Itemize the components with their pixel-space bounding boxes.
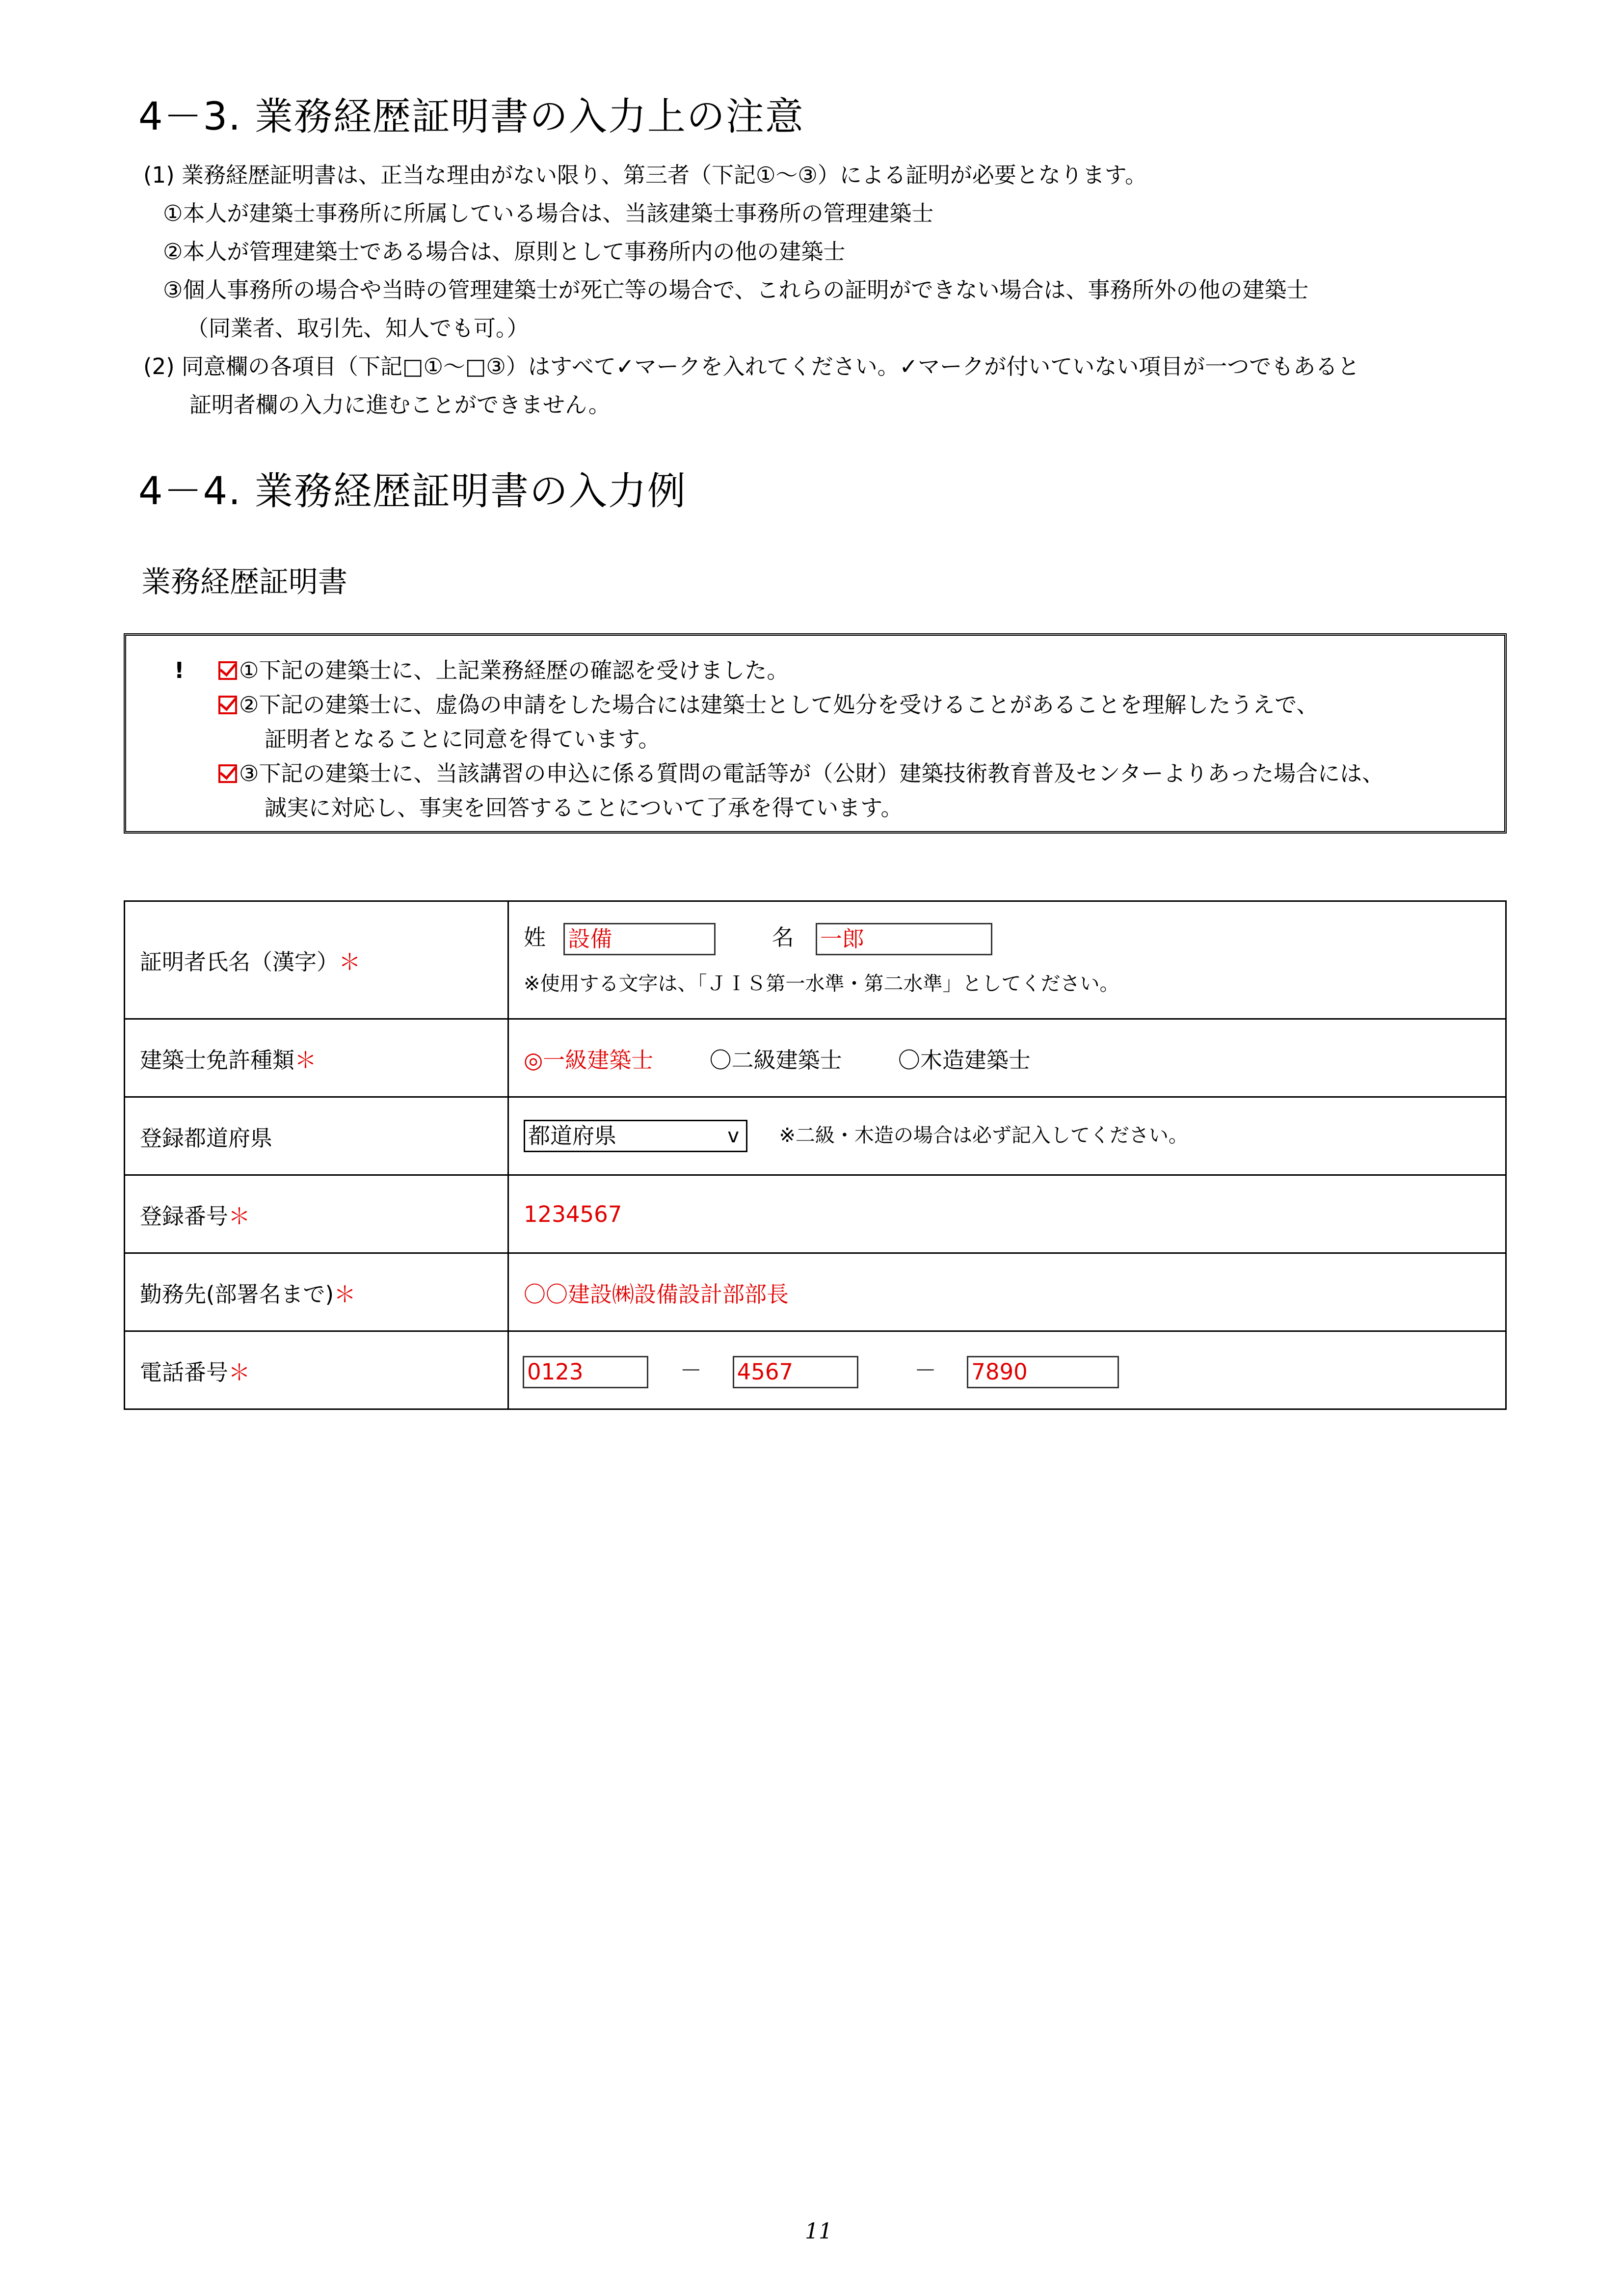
required-mark: ＊ bbox=[339, 949, 361, 975]
prefecture-input-cell bbox=[508, 1097, 1506, 1175]
checkbox-checked-icon[interactable] bbox=[218, 764, 237, 783]
prefecture-label: 登録都道府県 bbox=[140, 1125, 273, 1151]
license-label-cell bbox=[125, 1019, 508, 1097]
note-item-1: ①本人が建築士事務所に所属している場合は、当該建築士事務所の管理建築士 bbox=[163, 200, 934, 226]
reg-number-label: 登録番号 bbox=[140, 1203, 229, 1229]
phone-label-cell bbox=[125, 1331, 508, 1409]
certifier-form-table bbox=[124, 900, 1507, 1410]
page-number: 11 bbox=[805, 2219, 832, 2244]
prefecture-select-value: 都道府県 bbox=[528, 1123, 617, 1149]
phone-input-cell bbox=[508, 1331, 1506, 1409]
consent-item-2-text: ②下記の建築士に、虚偽の申請をした場合には建築士として処分を受けることがあることを理解したうえで、 bbox=[239, 692, 1319, 718]
workplace-cell bbox=[508, 1253, 1506, 1331]
dropdown-arrow-icon[interactable]: v bbox=[727, 1125, 739, 1147]
phone-part3-input[interactable]: 7890 bbox=[967, 1356, 1119, 1388]
consent-item-3-text: ③下記の建築士に、当該講習の申込に係る質問の電話等が（公財）建築技術教育普及センターよりあった場合には、 bbox=[239, 760, 1384, 786]
phone-part2-input[interactable]: 4567 bbox=[733, 1356, 858, 1388]
mei-input[interactable]: 一郎 bbox=[816, 923, 992, 955]
note-paragraph-2: (2) 同意欄の各項目（下記□①～□③）はすべて✓マークを入れてください。✓マークが付いていない項目が一つでもあると bbox=[143, 353, 1360, 379]
consent-item-1-text: ①下記の建築士に、上記業務経歴の確認を受けました。 bbox=[239, 657, 789, 683]
required-mark: ＊ bbox=[294, 1047, 317, 1073]
phone-part1-input[interactable]: 0123 bbox=[523, 1356, 648, 1388]
consent-item-1[interactable] bbox=[218, 653, 789, 688]
form-title: 業務経歴証明書 bbox=[141, 565, 347, 599]
consent-alert-mark: ! bbox=[174, 657, 185, 683]
checkbox-checked-icon[interactable] bbox=[218, 696, 237, 714]
license-row bbox=[125, 1019, 1506, 1097]
reg-number-label-cell bbox=[125, 1175, 508, 1253]
radio-second-class[interactable]: 〇二級建築士 bbox=[709, 1047, 842, 1073]
workplace-label: 勤務先(部署名まで) bbox=[140, 1281, 334, 1307]
prefecture-label-cell bbox=[125, 1097, 508, 1175]
consent-item-3-cont: 誠実に対応し、事実を回答することについて了承を得ています。 bbox=[265, 795, 903, 821]
sei-input[interactable]: 設備 bbox=[563, 923, 716, 955]
consent-item-2-cont: 証明者となることに同意を得ています。 bbox=[265, 726, 661, 752]
required-mark: ＊ bbox=[228, 1359, 251, 1385]
prefecture-note: ※二級・木造の場合は必ず記入してください。 bbox=[779, 1124, 1188, 1147]
note-item-3-cont: （同業者、取引先、知人でも可。） bbox=[186, 315, 529, 341]
reg-number-input[interactable]: 1234567 bbox=[524, 1201, 622, 1227]
section-4-3-title: 4－3. 業務経歴証明書の入力上の注意 bbox=[138, 95, 804, 139]
note-item-3: ③個人事務所の場合や当時の管理建築士が死亡等の場合で、これらの証明ができない場合は、事務所外の他の建築士 bbox=[163, 277, 1309, 303]
mei-label: 名 bbox=[772, 924, 794, 950]
prefecture-row bbox=[125, 1097, 1506, 1175]
workplace-label-cell bbox=[125, 1253, 508, 1331]
phone-row bbox=[125, 1331, 1506, 1409]
radio-wooden[interactable]: 〇木造建築士 bbox=[898, 1047, 1031, 1073]
phone-separator: － bbox=[914, 1357, 936, 1383]
consent-item-2[interactable] bbox=[218, 688, 1318, 722]
phone-label: 電話番号 bbox=[140, 1359, 229, 1385]
section-4-4-title: 4－4. 業務経歴証明書の入力例 bbox=[138, 469, 687, 513]
sei-label: 姓 bbox=[524, 924, 546, 950]
license-label: 建築士免許種類 bbox=[140, 1047, 295, 1073]
note-paragraph-1: (1) 業務経歴証明書は、正当な理由がない限り、第三者（下記①～③）による証明が必要となります。 bbox=[143, 162, 1147, 188]
name-note: ※使用する文字は、「ＪＩＳ第一水準・第二水準」としてください。 bbox=[524, 972, 1119, 995]
name-label-cell bbox=[125, 901, 508, 1019]
checkbox-checked-icon[interactable] bbox=[218, 661, 237, 680]
reg-number-row bbox=[125, 1175, 1506, 1253]
workplace-input[interactable]: 〇〇建設㈱設備設計部部長 bbox=[524, 1281, 789, 1307]
consent-item-3[interactable] bbox=[218, 756, 1384, 791]
reg-number-cell bbox=[508, 1175, 1506, 1253]
prefecture-select[interactable] bbox=[524, 1120, 747, 1152]
phone-separator: － bbox=[680, 1357, 702, 1383]
license-options-cell bbox=[508, 1019, 1506, 1097]
workplace-row bbox=[125, 1253, 1506, 1331]
required-mark: ＊ bbox=[228, 1203, 251, 1229]
required-mark: ＊ bbox=[334, 1281, 356, 1307]
name-input-cell bbox=[508, 901, 1506, 1019]
name-row bbox=[125, 901, 1506, 1019]
note-paragraph-2-cont: 証明者欄の入力に進むことができません。 bbox=[189, 392, 611, 418]
radio-first-class[interactable]: ◎一級建築士 bbox=[524, 1047, 654, 1073]
note-item-2: ②本人が管理建築士である場合は、原則として事務所内の他の建築士 bbox=[163, 239, 846, 265]
name-label: 証明者氏名（漢字） bbox=[140, 949, 339, 975]
consent-box bbox=[124, 633, 1507, 834]
